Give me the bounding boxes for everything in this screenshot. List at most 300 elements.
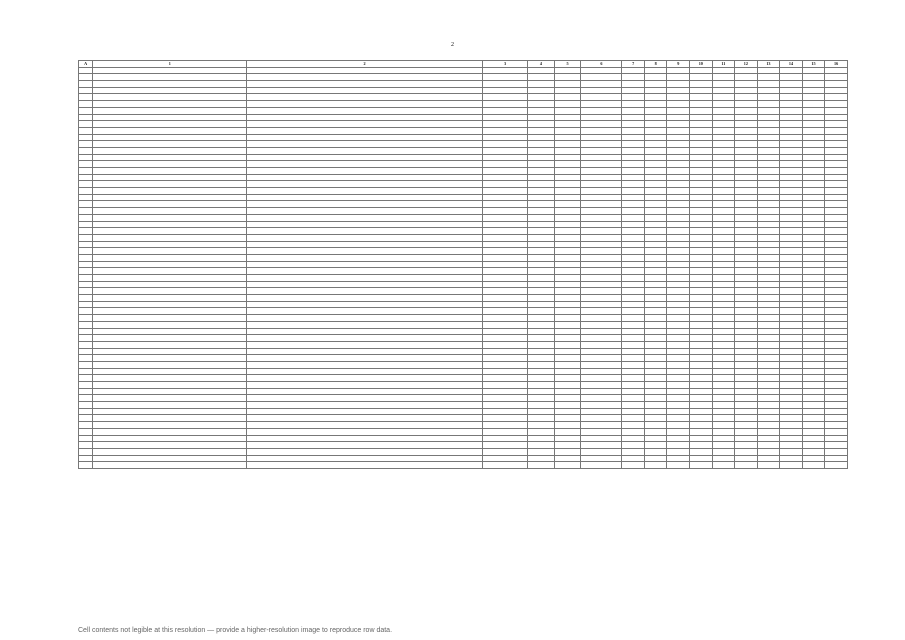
table-cell xyxy=(93,94,247,101)
table-row xyxy=(79,154,848,161)
table-cell xyxy=(528,248,555,255)
table-cell xyxy=(79,328,93,335)
table-cell xyxy=(482,181,527,188)
table-cell xyxy=(581,134,622,141)
table-cell xyxy=(690,208,713,215)
table-cell xyxy=(482,462,527,469)
table-cell xyxy=(482,288,527,295)
table-cell xyxy=(581,234,622,241)
table-cell xyxy=(757,248,780,255)
table-cell xyxy=(554,275,581,282)
table-cell xyxy=(825,295,848,302)
table-cell xyxy=(667,321,690,328)
table-cell xyxy=(528,67,555,74)
table-cell xyxy=(825,395,848,402)
table-cell xyxy=(735,261,758,268)
table-cell xyxy=(757,348,780,355)
table-cell xyxy=(93,74,247,81)
table-cell xyxy=(802,87,825,94)
table-cell xyxy=(825,208,848,215)
table-cell xyxy=(528,361,555,368)
table-cell xyxy=(528,288,555,295)
table-cell xyxy=(93,161,247,168)
table-cell xyxy=(247,288,483,295)
table-cell xyxy=(802,455,825,462)
table-cell xyxy=(690,435,713,442)
table-cell xyxy=(757,448,780,455)
table-cell xyxy=(802,214,825,221)
table-cell xyxy=(735,355,758,362)
table-cell xyxy=(780,275,803,282)
table-cell xyxy=(644,295,667,302)
table-cell xyxy=(757,241,780,248)
table-cell xyxy=(644,442,667,449)
table-cell xyxy=(780,268,803,275)
table-cell xyxy=(825,442,848,449)
table-cell xyxy=(690,422,713,429)
table-row xyxy=(79,281,848,288)
table-cell xyxy=(554,168,581,175)
table-cell xyxy=(802,442,825,449)
table-cell xyxy=(644,408,667,415)
table-cell xyxy=(247,422,483,429)
table-cell xyxy=(554,361,581,368)
table-cell xyxy=(667,201,690,208)
table-cell xyxy=(802,221,825,228)
table-cell xyxy=(735,402,758,409)
table-cell xyxy=(247,161,483,168)
table-cell xyxy=(712,395,735,402)
table-cell xyxy=(757,428,780,435)
table-cell xyxy=(780,181,803,188)
table-cell xyxy=(79,402,93,409)
table-cell xyxy=(712,87,735,94)
table-cell xyxy=(825,382,848,389)
table-cell xyxy=(780,301,803,308)
table-cell xyxy=(735,154,758,161)
table-cell xyxy=(802,402,825,409)
table-cell xyxy=(757,234,780,241)
table-cell xyxy=(644,121,667,128)
table-cell xyxy=(93,321,247,328)
table-cell xyxy=(780,368,803,375)
table-cell xyxy=(802,127,825,134)
table-cell xyxy=(825,94,848,101)
table-cell xyxy=(93,382,247,389)
table-cell xyxy=(757,194,780,201)
table-cell xyxy=(690,67,713,74)
table-cell xyxy=(93,268,247,275)
table-cell xyxy=(482,241,527,248)
table-cell xyxy=(825,221,848,228)
table-cell xyxy=(622,114,645,121)
table-cell xyxy=(554,214,581,221)
table-cell xyxy=(825,335,848,342)
table-cell xyxy=(667,168,690,175)
table-cell xyxy=(554,415,581,422)
table-cell xyxy=(247,328,483,335)
table-cell xyxy=(482,348,527,355)
table-cell xyxy=(667,81,690,88)
table-cell xyxy=(247,74,483,81)
table-cell xyxy=(757,261,780,268)
table-cell xyxy=(528,228,555,235)
table-cell xyxy=(79,121,93,128)
table-cell xyxy=(644,275,667,282)
table-cell xyxy=(247,228,483,235)
table-cell xyxy=(735,194,758,201)
table-cell xyxy=(93,295,247,302)
table-cell xyxy=(482,107,527,114)
column-header: 13 xyxy=(757,61,780,68)
table-cell xyxy=(825,348,848,355)
table-cell xyxy=(79,107,93,114)
table-row xyxy=(79,201,848,208)
table-cell xyxy=(780,462,803,469)
table-cell xyxy=(667,388,690,395)
table-cell xyxy=(93,455,247,462)
table-body xyxy=(79,67,848,468)
table-cell xyxy=(247,168,483,175)
table-cell xyxy=(667,174,690,181)
table-cell xyxy=(825,462,848,469)
table-cell xyxy=(712,375,735,382)
table-cell xyxy=(667,455,690,462)
table-cell xyxy=(93,275,247,282)
table-cell xyxy=(825,67,848,74)
table-row xyxy=(79,308,848,315)
table-cell xyxy=(690,301,713,308)
table-cell xyxy=(735,361,758,368)
table-cell xyxy=(690,361,713,368)
page-number: 2 xyxy=(451,42,454,48)
table-cell xyxy=(757,328,780,335)
table-cell xyxy=(644,261,667,268)
table-cell xyxy=(93,154,247,161)
table-cell xyxy=(482,448,527,455)
table-cell xyxy=(644,355,667,362)
table-cell xyxy=(757,74,780,81)
table-cell xyxy=(581,388,622,395)
table-cell xyxy=(79,214,93,221)
table-cell xyxy=(528,181,555,188)
table-cell xyxy=(247,368,483,375)
table-row xyxy=(79,361,848,368)
table-cell xyxy=(581,355,622,362)
table-cell xyxy=(780,241,803,248)
table-cell xyxy=(581,348,622,355)
table-cell xyxy=(247,174,483,181)
table-cell xyxy=(622,254,645,261)
table-cell xyxy=(528,114,555,121)
table-cell xyxy=(757,141,780,148)
table-cell xyxy=(825,402,848,409)
table-cell xyxy=(757,408,780,415)
table-cell xyxy=(93,174,247,181)
table-cell xyxy=(528,382,555,389)
table-cell xyxy=(780,127,803,134)
table-cell xyxy=(712,268,735,275)
table-cell xyxy=(757,402,780,409)
table-cell xyxy=(554,107,581,114)
table-cell xyxy=(622,361,645,368)
table-row xyxy=(79,248,848,255)
table-cell xyxy=(757,341,780,348)
table-cell xyxy=(482,221,527,228)
table-cell xyxy=(757,462,780,469)
table-cell xyxy=(757,254,780,261)
table-cell xyxy=(757,361,780,368)
table-cell xyxy=(581,114,622,121)
table-cell xyxy=(667,295,690,302)
legibility-note: Cell contents not legible at this resolution — provide a higher-resolution image to reproduce row data. xyxy=(78,627,393,634)
table-cell xyxy=(735,315,758,322)
table-cell xyxy=(93,335,247,342)
table-cell xyxy=(802,101,825,108)
table-cell xyxy=(79,288,93,295)
table-cell xyxy=(247,402,483,409)
table-cell xyxy=(690,154,713,161)
table-cell xyxy=(644,94,667,101)
table-cell xyxy=(528,321,555,328)
table-row xyxy=(79,368,848,375)
table-row xyxy=(79,81,848,88)
table-cell xyxy=(780,321,803,328)
table-cell xyxy=(528,268,555,275)
table-cell xyxy=(247,408,483,415)
table-cell xyxy=(644,74,667,81)
table-cell xyxy=(93,328,247,335)
table-cell xyxy=(712,161,735,168)
table-cell xyxy=(757,67,780,74)
table-cell xyxy=(528,448,555,455)
table-cell xyxy=(581,308,622,315)
table-cell xyxy=(581,315,622,322)
table-cell xyxy=(690,107,713,114)
table-cell xyxy=(735,188,758,195)
table-cell xyxy=(482,121,527,128)
table-cell xyxy=(690,408,713,415)
table-cell xyxy=(644,422,667,429)
table-cell xyxy=(825,127,848,134)
table-cell xyxy=(93,168,247,175)
table-cell xyxy=(554,448,581,455)
column-header: 5 xyxy=(554,61,581,68)
table-cell xyxy=(528,208,555,215)
table-cell xyxy=(644,315,667,322)
table-cell xyxy=(690,261,713,268)
table-cell xyxy=(780,174,803,181)
table-cell xyxy=(757,127,780,134)
table-cell xyxy=(79,228,93,235)
table-cell xyxy=(482,81,527,88)
table-cell xyxy=(735,368,758,375)
table-cell xyxy=(93,368,247,375)
table-cell xyxy=(757,375,780,382)
table-cell xyxy=(93,194,247,201)
table-cell xyxy=(622,241,645,248)
table-cell xyxy=(93,248,247,255)
table-cell xyxy=(802,181,825,188)
table-cell xyxy=(780,228,803,235)
table-cell xyxy=(247,147,483,154)
table-cell xyxy=(79,194,93,201)
table-cell xyxy=(757,134,780,141)
table-cell xyxy=(644,141,667,148)
table-cell xyxy=(712,221,735,228)
table-cell xyxy=(780,261,803,268)
table-cell xyxy=(757,188,780,195)
table-cell xyxy=(825,368,848,375)
table-cell xyxy=(581,408,622,415)
table-cell xyxy=(825,147,848,154)
table-cell xyxy=(735,395,758,402)
table-cell xyxy=(247,361,483,368)
table-cell xyxy=(712,194,735,201)
table-cell xyxy=(644,428,667,435)
table-cell xyxy=(622,321,645,328)
table-cell xyxy=(644,101,667,108)
table-row xyxy=(79,168,848,175)
table-cell xyxy=(712,435,735,442)
table-cell xyxy=(825,74,848,81)
table-cell xyxy=(690,455,713,462)
table-row xyxy=(79,127,848,134)
table-cell xyxy=(528,341,555,348)
table-cell xyxy=(667,435,690,442)
table-cell xyxy=(622,388,645,395)
table-cell xyxy=(802,435,825,442)
table-cell xyxy=(802,194,825,201)
table-cell xyxy=(690,281,713,288)
table-cell xyxy=(622,328,645,335)
table-cell xyxy=(690,221,713,228)
table-cell xyxy=(528,201,555,208)
table-cell xyxy=(735,428,758,435)
table-cell xyxy=(667,348,690,355)
table-cell xyxy=(581,415,622,422)
table-cell xyxy=(712,341,735,348)
table-cell xyxy=(622,288,645,295)
table-cell xyxy=(780,295,803,302)
table-cell xyxy=(644,288,667,295)
table-cell xyxy=(528,168,555,175)
table-cell xyxy=(482,408,527,415)
table-cell xyxy=(735,181,758,188)
table-row xyxy=(79,435,848,442)
table-cell xyxy=(825,121,848,128)
table-cell xyxy=(482,154,527,161)
table-row xyxy=(79,147,848,154)
table-cell xyxy=(622,74,645,81)
table-cell xyxy=(644,107,667,114)
table-cell xyxy=(528,301,555,308)
table-cell xyxy=(581,268,622,275)
table-cell xyxy=(93,355,247,362)
table-cell xyxy=(554,228,581,235)
column-header: 14 xyxy=(780,61,803,68)
table-cell xyxy=(482,382,527,389)
table-cell xyxy=(780,315,803,322)
table-cell xyxy=(622,275,645,282)
table-cell xyxy=(482,168,527,175)
table-cell xyxy=(581,241,622,248)
table-cell xyxy=(690,214,713,221)
table-cell xyxy=(528,174,555,181)
table-cell xyxy=(93,214,247,221)
table-cell xyxy=(622,368,645,375)
table-cell xyxy=(528,428,555,435)
table-cell xyxy=(735,254,758,261)
table-cell xyxy=(79,388,93,395)
table-cell xyxy=(644,201,667,208)
table-cell xyxy=(581,295,622,302)
table-cell xyxy=(667,281,690,288)
table-cell xyxy=(802,81,825,88)
table-cell xyxy=(780,415,803,422)
table-cell xyxy=(93,288,247,295)
table-cell xyxy=(528,462,555,469)
table-cell xyxy=(780,254,803,261)
table-cell xyxy=(247,107,483,114)
table-cell xyxy=(482,275,527,282)
table-cell xyxy=(802,268,825,275)
table-cell xyxy=(667,181,690,188)
table-cell xyxy=(93,375,247,382)
table-cell xyxy=(802,288,825,295)
table-cell xyxy=(667,308,690,315)
table-cell xyxy=(528,121,555,128)
table-cell xyxy=(667,355,690,362)
table-cell xyxy=(690,188,713,195)
table-cell xyxy=(757,288,780,295)
table-cell xyxy=(690,134,713,141)
table-cell xyxy=(780,107,803,114)
table-cell xyxy=(528,408,555,415)
table-cell xyxy=(554,435,581,442)
table-cell xyxy=(735,415,758,422)
table-cell xyxy=(644,134,667,141)
table-cell xyxy=(690,268,713,275)
table-cell xyxy=(581,181,622,188)
table-cell xyxy=(247,335,483,342)
table-cell xyxy=(482,415,527,422)
table-cell xyxy=(780,101,803,108)
table-cell xyxy=(581,208,622,215)
table-cell xyxy=(581,361,622,368)
table-cell xyxy=(482,248,527,255)
table-cell xyxy=(712,428,735,435)
table-row xyxy=(79,462,848,469)
table-cell xyxy=(622,228,645,235)
table-cell xyxy=(247,382,483,389)
table-cell xyxy=(757,281,780,288)
table-cell xyxy=(247,214,483,221)
table-cell xyxy=(825,241,848,248)
table-cell xyxy=(644,341,667,348)
table-cell xyxy=(247,388,483,395)
table-cell xyxy=(554,181,581,188)
table-cell xyxy=(712,261,735,268)
table-cell xyxy=(712,208,735,215)
table-row xyxy=(79,161,848,168)
table-cell xyxy=(690,328,713,335)
table-cell xyxy=(712,174,735,181)
table-cell xyxy=(622,308,645,315)
table-cell xyxy=(712,147,735,154)
table-cell xyxy=(802,275,825,282)
table-cell xyxy=(802,261,825,268)
